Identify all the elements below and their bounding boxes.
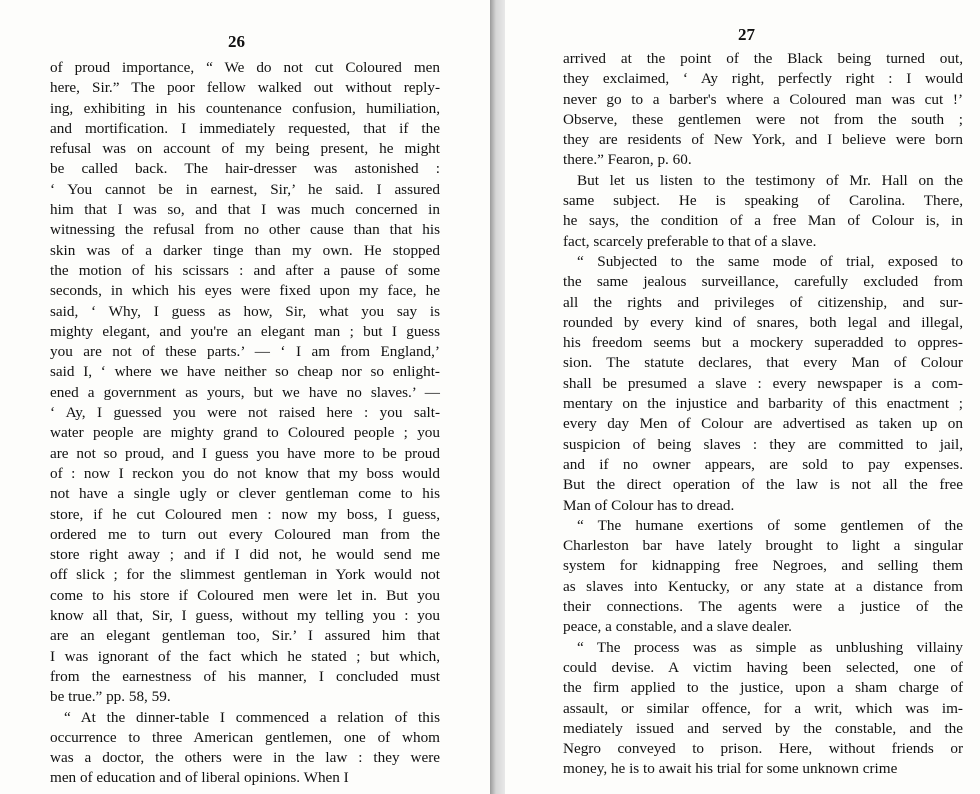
text-line: Negro conveyed to prison. Here, without friends or [563, 740, 963, 758]
text-line: But the direct operation of the law is not all the free [563, 476, 963, 494]
text-line: are not so proud, and I guess you have more to be proud [50, 444, 440, 462]
text-line: as slaves into Kentucky, or any state at a distance from [563, 577, 963, 595]
text-line: occurrence to three American gentlemen, one of whom [50, 728, 440, 746]
text-line: could devise. A victim having been selected, one of [563, 658, 963, 676]
text-line: seconds, in which his eyes were fixed upon my face, he [50, 282, 440, 300]
text-line: arrived at the point of the Black being turned out, [563, 50, 963, 67]
text-line: the firm applied to the justice, upon a sham charge of [563, 679, 963, 697]
text-line: water people are mighty grand to Coloured people ; you [50, 424, 440, 442]
text-line: witnessing the refusal from no other cause than that his [50, 221, 440, 239]
text-line: said, ‘ Why, I guess as how, Sir, what you say is [50, 302, 440, 320]
text-line: skin was of a darker tinge than my own. He stopped [50, 241, 440, 259]
right-page-number: 27 [738, 25, 755, 44]
text-line: the motion of his scissars : and after a pause of some [50, 261, 440, 279]
text-line: his freedom seems but a mockery superadded to oppres- [563, 334, 963, 352]
text-line: they are residents of New York, and I believe were born [563, 131, 963, 149]
text-line: from the earnestness of his manner, I concluded must [50, 667, 440, 685]
text-line: system for kidnapping free Negroes, and selling them [563, 557, 963, 575]
text-line: refusal was on account of my being present, he might [50, 140, 440, 158]
text-line: said I, ‘ where we have neither so cheap nor so enlight- [50, 363, 440, 381]
text-line: was a doctor, the others were in the law : they were [50, 749, 440, 767]
text-line: and if no owner appears, are sold to pay expenses. [563, 455, 963, 473]
text-line: here, Sir.” The poor fellow walked out without reply- [50, 79, 440, 97]
text-line: I was ignorant of the fact which he stated ; but which, [50, 647, 440, 665]
left-page-number: 26 [228, 32, 245, 51]
text-line: ing, exhibiting in his countenance confusion, humiliation, [50, 99, 440, 117]
text-line: be true.” pp. 58, 59. [50, 688, 171, 706]
text-line: money, he is to await his trial for some unknown crime [563, 760, 898, 778]
text-line: ened a government as yours, but we have no slaves.’ — [50, 383, 440, 401]
text-line: off slick ; for the slimmest gentleman in York would not [50, 566, 440, 584]
text-line: peace, a constable, and a slave dealer. [563, 618, 792, 636]
text-line: “ The humane exertions of some gentlemen of the [577, 516, 963, 534]
text-line: you are not of these parts.’ — ‘ I am from England,’ [50, 343, 440, 361]
text-line: ‘ You cannot be in earnest, Sir,’ he said. I assured [50, 180, 440, 198]
book-gutter [490, 0, 505, 794]
text-line: mighty elegant, and you're an elegant man ; but I guess [50, 322, 440, 340]
text-line: him that I was so, and that I was much concerned in [50, 201, 440, 219]
text-line: be called back. The hair-dresser was astonished : [50, 160, 440, 178]
text-line: store right away ; and if I did not, he would send me [50, 546, 440, 564]
text-line: every day Men of Colour are advertised as taken up on [563, 415, 963, 433]
text-line: mentary on the injustice and barbarity of this enactment ; [563, 395, 963, 413]
text-line: Observe, these gentlemen were not from the south ; [563, 110, 963, 128]
text-line: of proud importance, “ We do not cut Coloured men [50, 59, 440, 76]
text-line: ‘ Ay, I guessed you were not raised here : you salt- [50, 404, 440, 422]
text-line: sion. The statute declares, that every Man of Colour [563, 354, 963, 372]
text-line: ordered me to turn out every Coloured man from the [50, 525, 440, 543]
text-line: come to his store if Coloured men were let in. But you [50, 586, 440, 604]
text-line: “ The process was as simple as unblushing villainy [577, 638, 963, 656]
text-line: not have a single ugly or clever gentleman come to his [50, 485, 440, 503]
text-line: Man of Colour has to dread. [563, 496, 735, 514]
text-line: assault, or similar offence, for a writ, which was im- [563, 699, 963, 717]
text-line: of : now I reckon you do not know that my boss would [50, 464, 440, 482]
text-line: But let us listen to the testimony of Mr. Hall on the [577, 171, 963, 189]
text-line: “ Subjected to the same mode of trial, exposed to [577, 252, 963, 270]
left-page-text [50, 58, 440, 789]
text-line: never go to a barber's where a Coloured man was cut !’ [563, 90, 963, 108]
text-line: men of education and of liberal opinions. When I [50, 769, 349, 787]
text-line: know all that, Sir, I guess, without my telling you : you [50, 607, 440, 625]
text-line: he says, the condition of a free Man of Colour is, in [563, 212, 963, 230]
text-line: the same jealous surveillance, carefully excluded from [563, 273, 963, 291]
text-line: all the rights and privileges of citizenship, and sur- [563, 293, 963, 311]
text-line: and mortification. I immediately requested, that if the [50, 119, 440, 137]
text-line: suspicion of being slaves : they are committed to jail, [563, 435, 963, 453]
text-line: they exclaimed, ‘ Ay right, perfectly right : I would [563, 70, 963, 88]
text-line: store, if he cut Coloured men : now my boss, I guess, [50, 505, 440, 523]
text-line: Charleston bar have lately brought to light a singular [563, 537, 963, 555]
text-line: their connections. The agents were a justice of the [563, 598, 963, 616]
text-line: shall be presumed a slave : every newspaper is a com- [563, 374, 963, 392]
right-page [505, 0, 980, 794]
text-line: rounded by every kind of snares, both legal and illegal, [563, 313, 963, 331]
right-page-text [563, 49, 963, 780]
text-line: same subject. He is speaking of Carolina. There, [563, 192, 963, 210]
text-line: fact, scarcely preferable to that of a slave. [563, 232, 817, 250]
text-line: mediately issued and served by the constable, and the [563, 719, 963, 737]
text-line: are an elegant gentleman too, Sir.’ I assured him that [50, 627, 440, 645]
text-line: “ At the dinner-table I commenced a relation of this [64, 708, 440, 726]
text-line: there.” Fearon, p. 60. [563, 151, 692, 169]
